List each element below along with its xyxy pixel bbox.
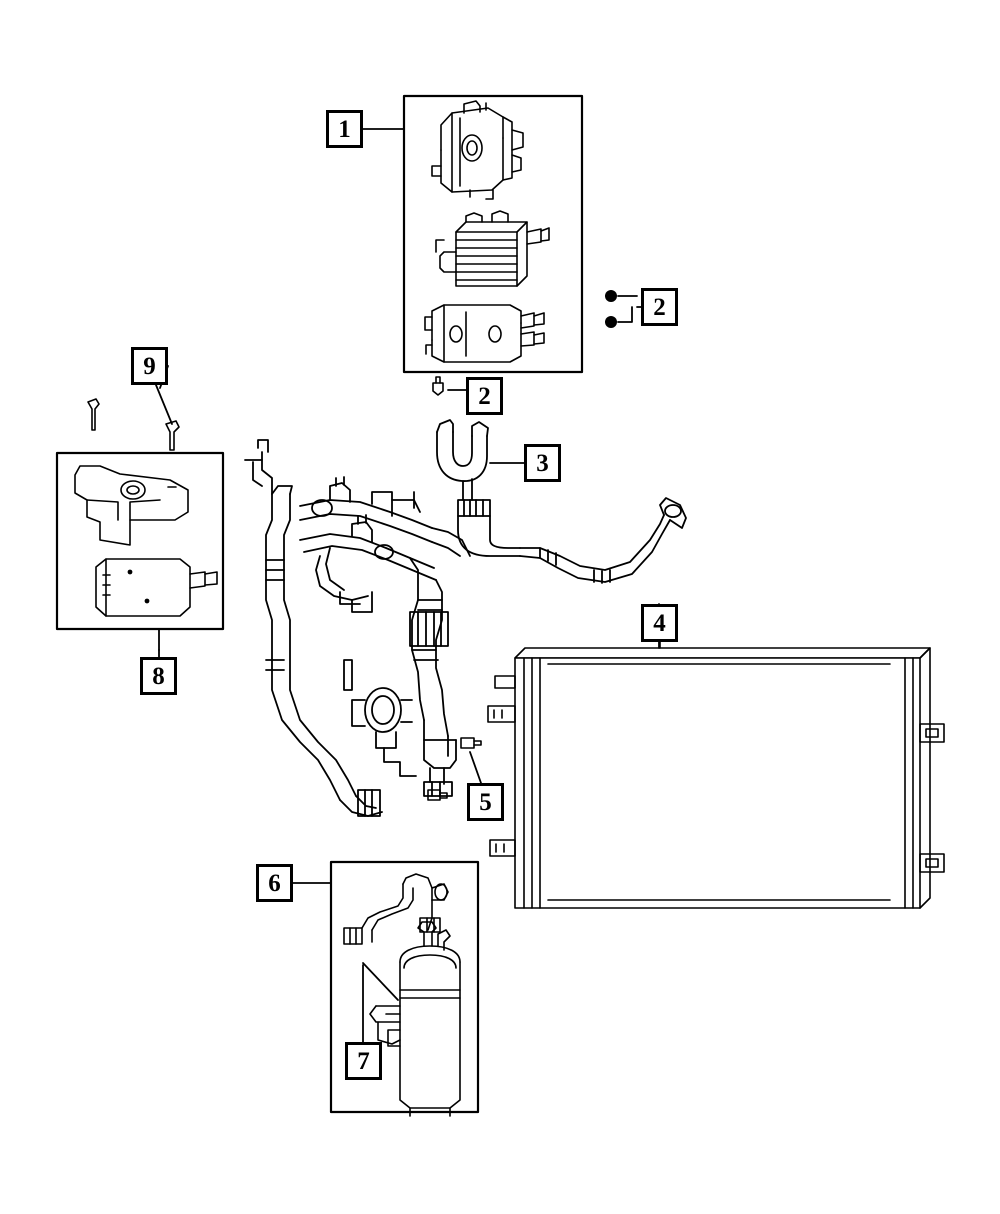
callout-3 [524,444,561,482]
callout-5 [467,783,504,821]
callout-2-upper [641,288,678,326]
part-1-valve-block [432,101,523,199]
leader-7 [363,963,398,1000]
callout-6-label: 6 [268,869,281,897]
callout-9-label: 9 [143,352,156,380]
callout-6 [256,864,293,902]
leader-5 [470,752,481,783]
callout-2-lower [466,377,503,415]
part-9-screws [88,385,179,450]
part-1-bracket [425,305,544,362]
callout-2-lower-label: 2 [478,382,491,410]
callout-1-label: 1 [338,115,351,143]
callout-4 [641,604,678,642]
part-1-cooler-core [436,211,549,286]
callout-8-label: 8 [152,662,165,690]
callout-8 [140,657,177,695]
callout-7 [345,1042,382,1080]
callout-1 [326,110,363,148]
leader-9 [156,385,172,424]
part-8-oil-cooler [75,466,217,650]
callout-2-upper-label: 2 [653,293,666,321]
panel-8-border [57,453,223,629]
callout-7-label: 7 [357,1047,370,1075]
callout-9 [131,347,168,385]
callout-3-label: 3 [536,449,549,477]
callout-5-label: 5 [479,788,492,816]
callout-4-label: 4 [653,609,666,637]
part-4-condenser [488,640,944,908]
